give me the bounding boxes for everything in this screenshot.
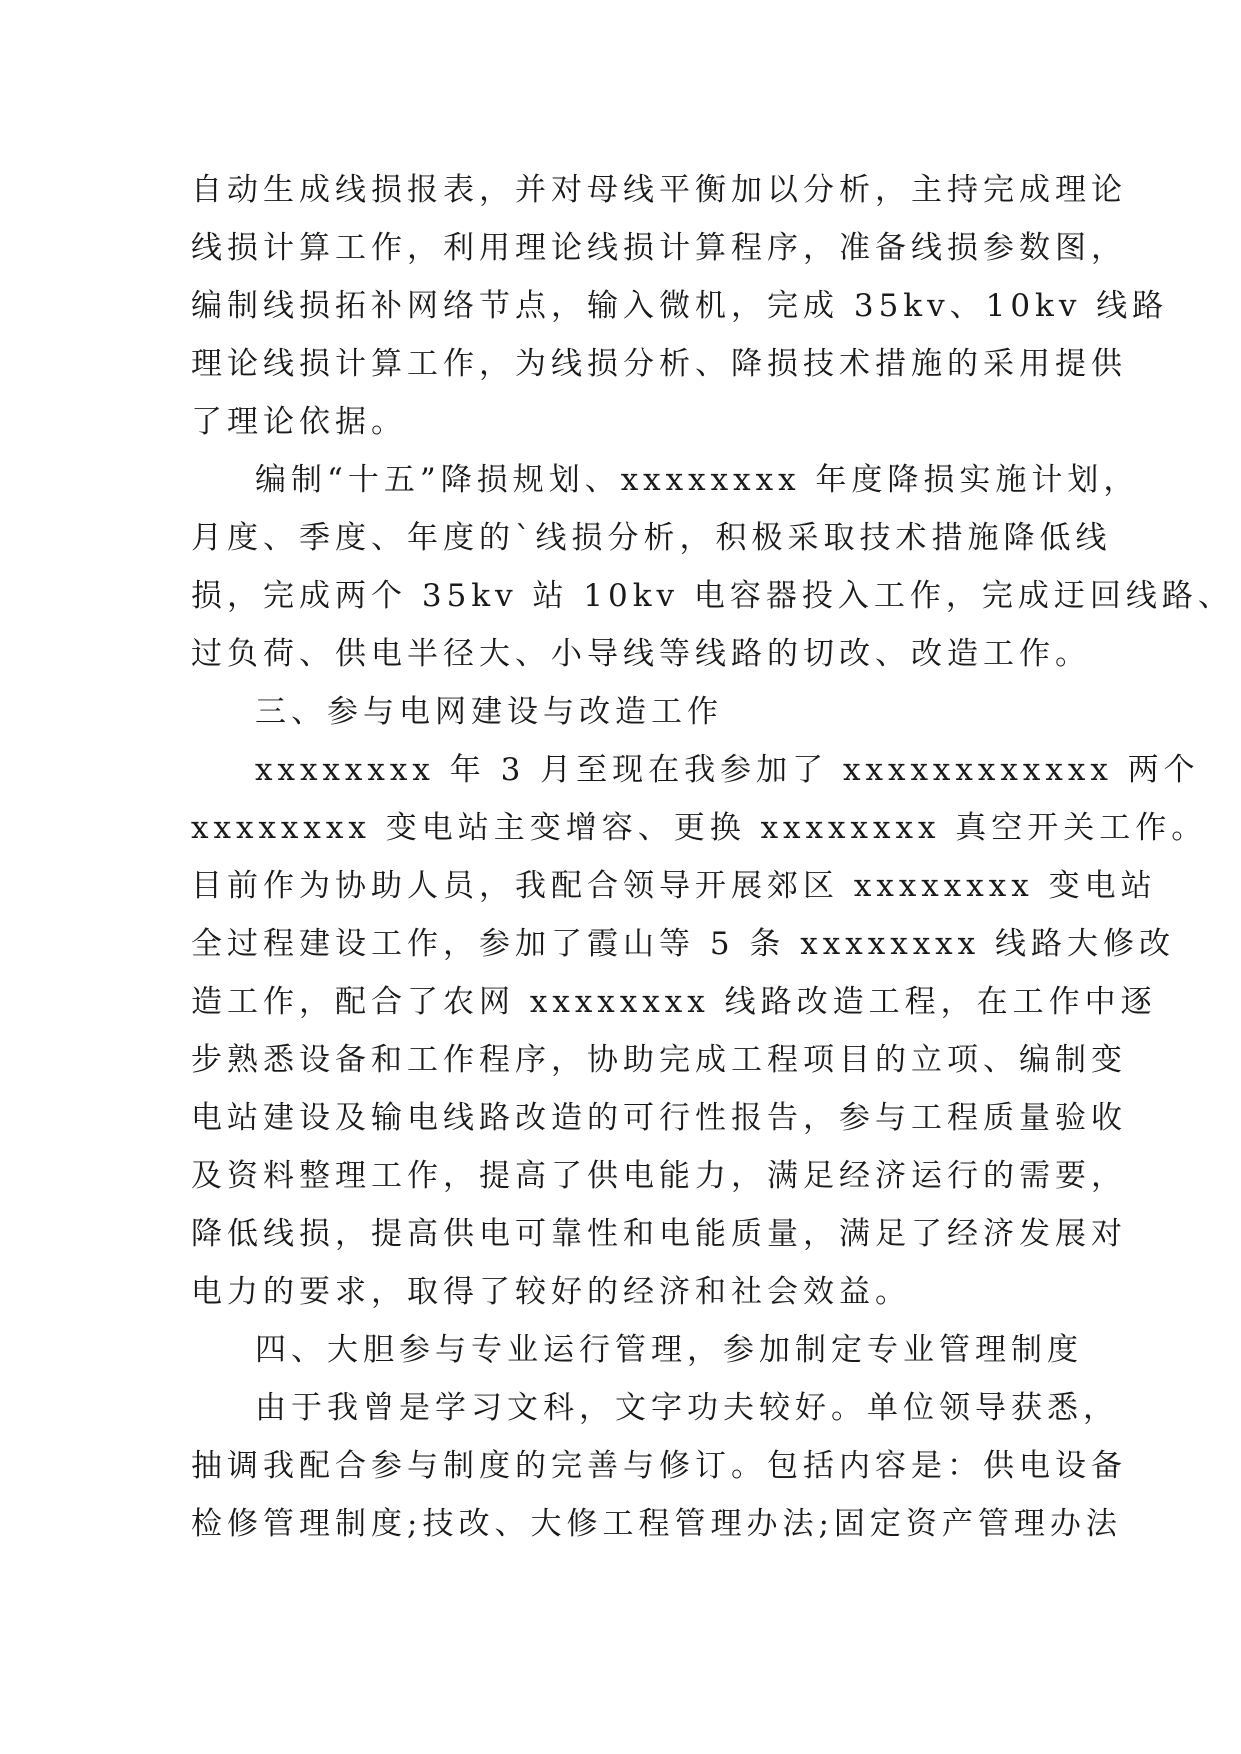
text-line: 抽调我配合参与制度的完善与修订。包括内容是：供电设备 [191, 1448, 1127, 1484]
section-heading: 四、大胆参与专业运行管理，参加制定专业管理制度 [255, 1332, 1083, 1368]
text-line: 全过程建设工作，参加了霞山等 5 条 xxxxxxxx 线路大修改 [191, 926, 1176, 962]
text-line: 电力的要求，取得了较好的经济和社会效益。 [191, 1274, 911, 1310]
text-line: 由于我曾是学习文科，文字功夫较好。单位领导获悉， [255, 1390, 1119, 1426]
text-line: 了理论依据。 [191, 404, 407, 440]
text-line: 过负荷、供电半径大、小导线等线路的切改、改造工作。 [191, 636, 1091, 672]
text-line: 月度、季度、年度的`线损分析，积极采取技术措施降低线 [191, 520, 1112, 556]
text-line: 损，完成两个 35kv 站 10kv 电容器投入工作，完成迂回线路、 [191, 578, 1234, 614]
text-line: 步熟悉设备和工作程序，协助完成工程项目的立项、编制变 [191, 1042, 1127, 1078]
text-line: xxxxxxxx 年 3 月至现在我参加了 xxxxxxxxxxxx 两个 [255, 752, 1200, 788]
text-line: 目前作为协助人员，我配合领导开展郊区 xxxxxxxx 变电站 [191, 868, 1157, 904]
text-line: 线损计算工作，利用理论线损计算程序，准备线损参数图， [191, 230, 1127, 266]
text-line: 降低线损，提高供电可靠性和电能质量，满足了经济发展对 [191, 1216, 1127, 1252]
section-heading: 三、参与电网建设与改造工作 [255, 694, 723, 730]
text-line: 及资料整理工作，提高了供电能力，满足经济运行的需要， [191, 1158, 1127, 1194]
document-body [191, 161, 1234, 1553]
text-line: 造工作，配合了农网 xxxxxxxx 线路改造工程，在工作中逐 [191, 984, 1157, 1020]
text-line: 检修管理制度;技改、大修工程管理办法;固定资产管理办法 [191, 1506, 1122, 1542]
text-line: 电站建设及输电线路改造的可行性报告，参与工程质量验收 [191, 1100, 1127, 1136]
text-line: 理论线损计算工作，为线损分析、降损技术措施的采用提供 [191, 346, 1127, 382]
text-line: 编制线损拓补网络节点，输入微机，完成 35kv、10kv 线路 [191, 288, 1169, 324]
text-line: 编制“十五”降损规划、xxxxxxxx 年度降损实施计划， [255, 462, 1140, 498]
text-line: 自动生成线损报表，并对母线平衡加以分析，主持完成理论 [191, 172, 1127, 208]
text-line: xxxxxxxx 变电站主变增容、更换 xxxxxxxx 真空开关工作。 [191, 810, 1208, 846]
